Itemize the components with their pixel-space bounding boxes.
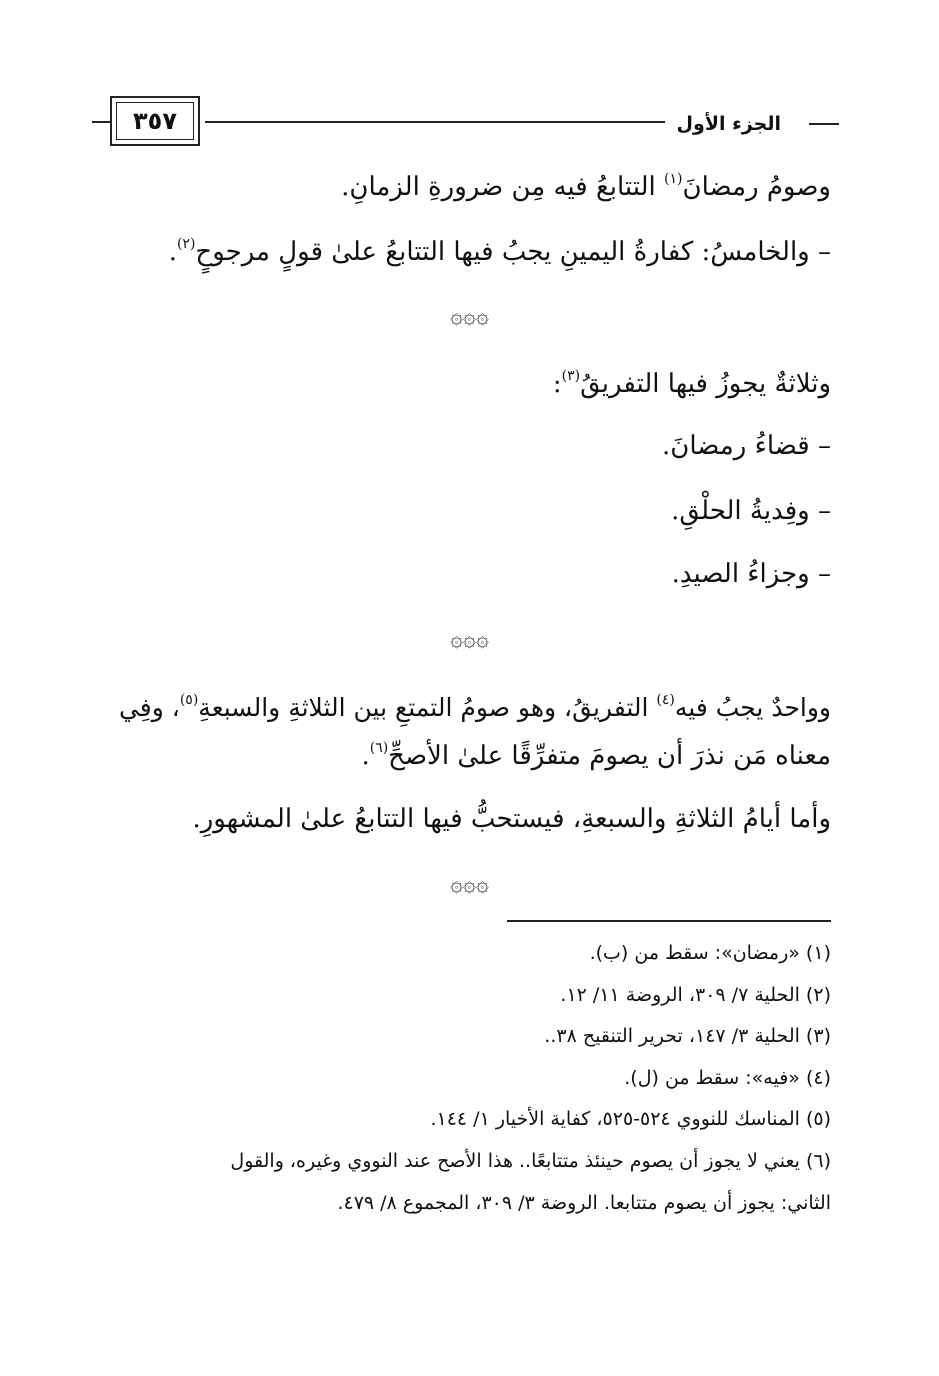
footnote-divider xyxy=(507,920,831,922)
volume-title: الجزء الأول xyxy=(676,113,781,135)
footnote-5: (٥) المناسك للنووي ٥٢٤-٥٢٥، كفاية الأخيار ١/ ١٤٤. xyxy=(430,1108,831,1130)
text-line-4: – قضاءُ رمضانَ. xyxy=(662,431,831,461)
footnote-2: (٢) الحلية ٧/ ٣٠٩، الروضة ١١/ ١٢. xyxy=(560,984,831,1006)
footnote-ref[interactable]: (٥) xyxy=(179,692,199,708)
footnote-3: (٣) الحلية ٣/ ١٤٧، تحرير التنقيح ٣٨.. xyxy=(544,1025,831,1047)
footnote-ref[interactable]: (٢) xyxy=(176,236,196,252)
section-separator: ۞۞۞ xyxy=(450,872,489,897)
footnote-1: (١) «رمضان»: سقط من (ب). xyxy=(589,942,831,964)
page-number: ٣٥٧ xyxy=(116,102,194,140)
header-rule-right xyxy=(809,123,839,125)
section-separator: ۞۞۞ xyxy=(450,627,489,652)
footnote-6-line-2: الثاني: يجوز أن يصوم متتابعا. الروضة ٣/ ٣٠٩، المجموع ٨/ ٤٧٩. xyxy=(337,1192,831,1214)
footnote-ref[interactable]: (٦) xyxy=(369,740,389,756)
section-separator: ۞۞۞ xyxy=(450,304,489,329)
page-number-box xyxy=(110,96,200,146)
text-line-9: وأما أيامُ الثلاثةِ والسبعةِ، فيستحبُّ فيها التتابعُ علىٰ المشهورِ. xyxy=(192,804,831,834)
text-line-1: وصومُ رمضانَ$^{(١)}$ التتابعُ فيه مِن ضرورةِ الزمانِ. xyxy=(341,171,831,202)
text-line-3: وثلاثةٌ يجوزُ فيها التفريقُ$^{(٣)}$: xyxy=(552,368,831,399)
text-line-6: – وجزاءُ الصيدِ. xyxy=(671,559,831,589)
footnote-ref[interactable]: (٣) xyxy=(561,368,581,384)
footnote-6-line-1: (٦) يعني لا يجوز أن يصوم حينئذ متتابعًا.. هذا الأصح عند النووي وغيره، والقول xyxy=(230,1150,831,1172)
text-line-7: وواحدٌ يجبُ فيه$^{(٤)}$ التفريقُ، وهو صومُ التمتعِ بين الثلاثةِ والسبعةِ$^{(٥)}$، وفِي xyxy=(118,692,831,722)
footnote-ref[interactable]: (١) xyxy=(664,171,683,187)
text-line-5: – وفِديةُ الحلْقِ. xyxy=(671,496,831,526)
text-line-8: معناه مَن نذرَ أن يصومَ متفرِّقًا علىٰ الأصحِّ$^{(٦)}$. xyxy=(361,740,831,771)
text-line-2: – والخامسُ: كفارةُ اليمينِ يجبُ فيها التتابعُ علىٰ قولٍ مرجوحٍ$^{(٢)}$. xyxy=(168,236,831,267)
footnote-4: (٤) «فيه»: سقط من (ل). xyxy=(624,1067,831,1089)
footnote-ref[interactable]: (٤) xyxy=(656,692,675,708)
header-rule-main xyxy=(205,121,665,123)
header-rule-left xyxy=(92,121,110,123)
